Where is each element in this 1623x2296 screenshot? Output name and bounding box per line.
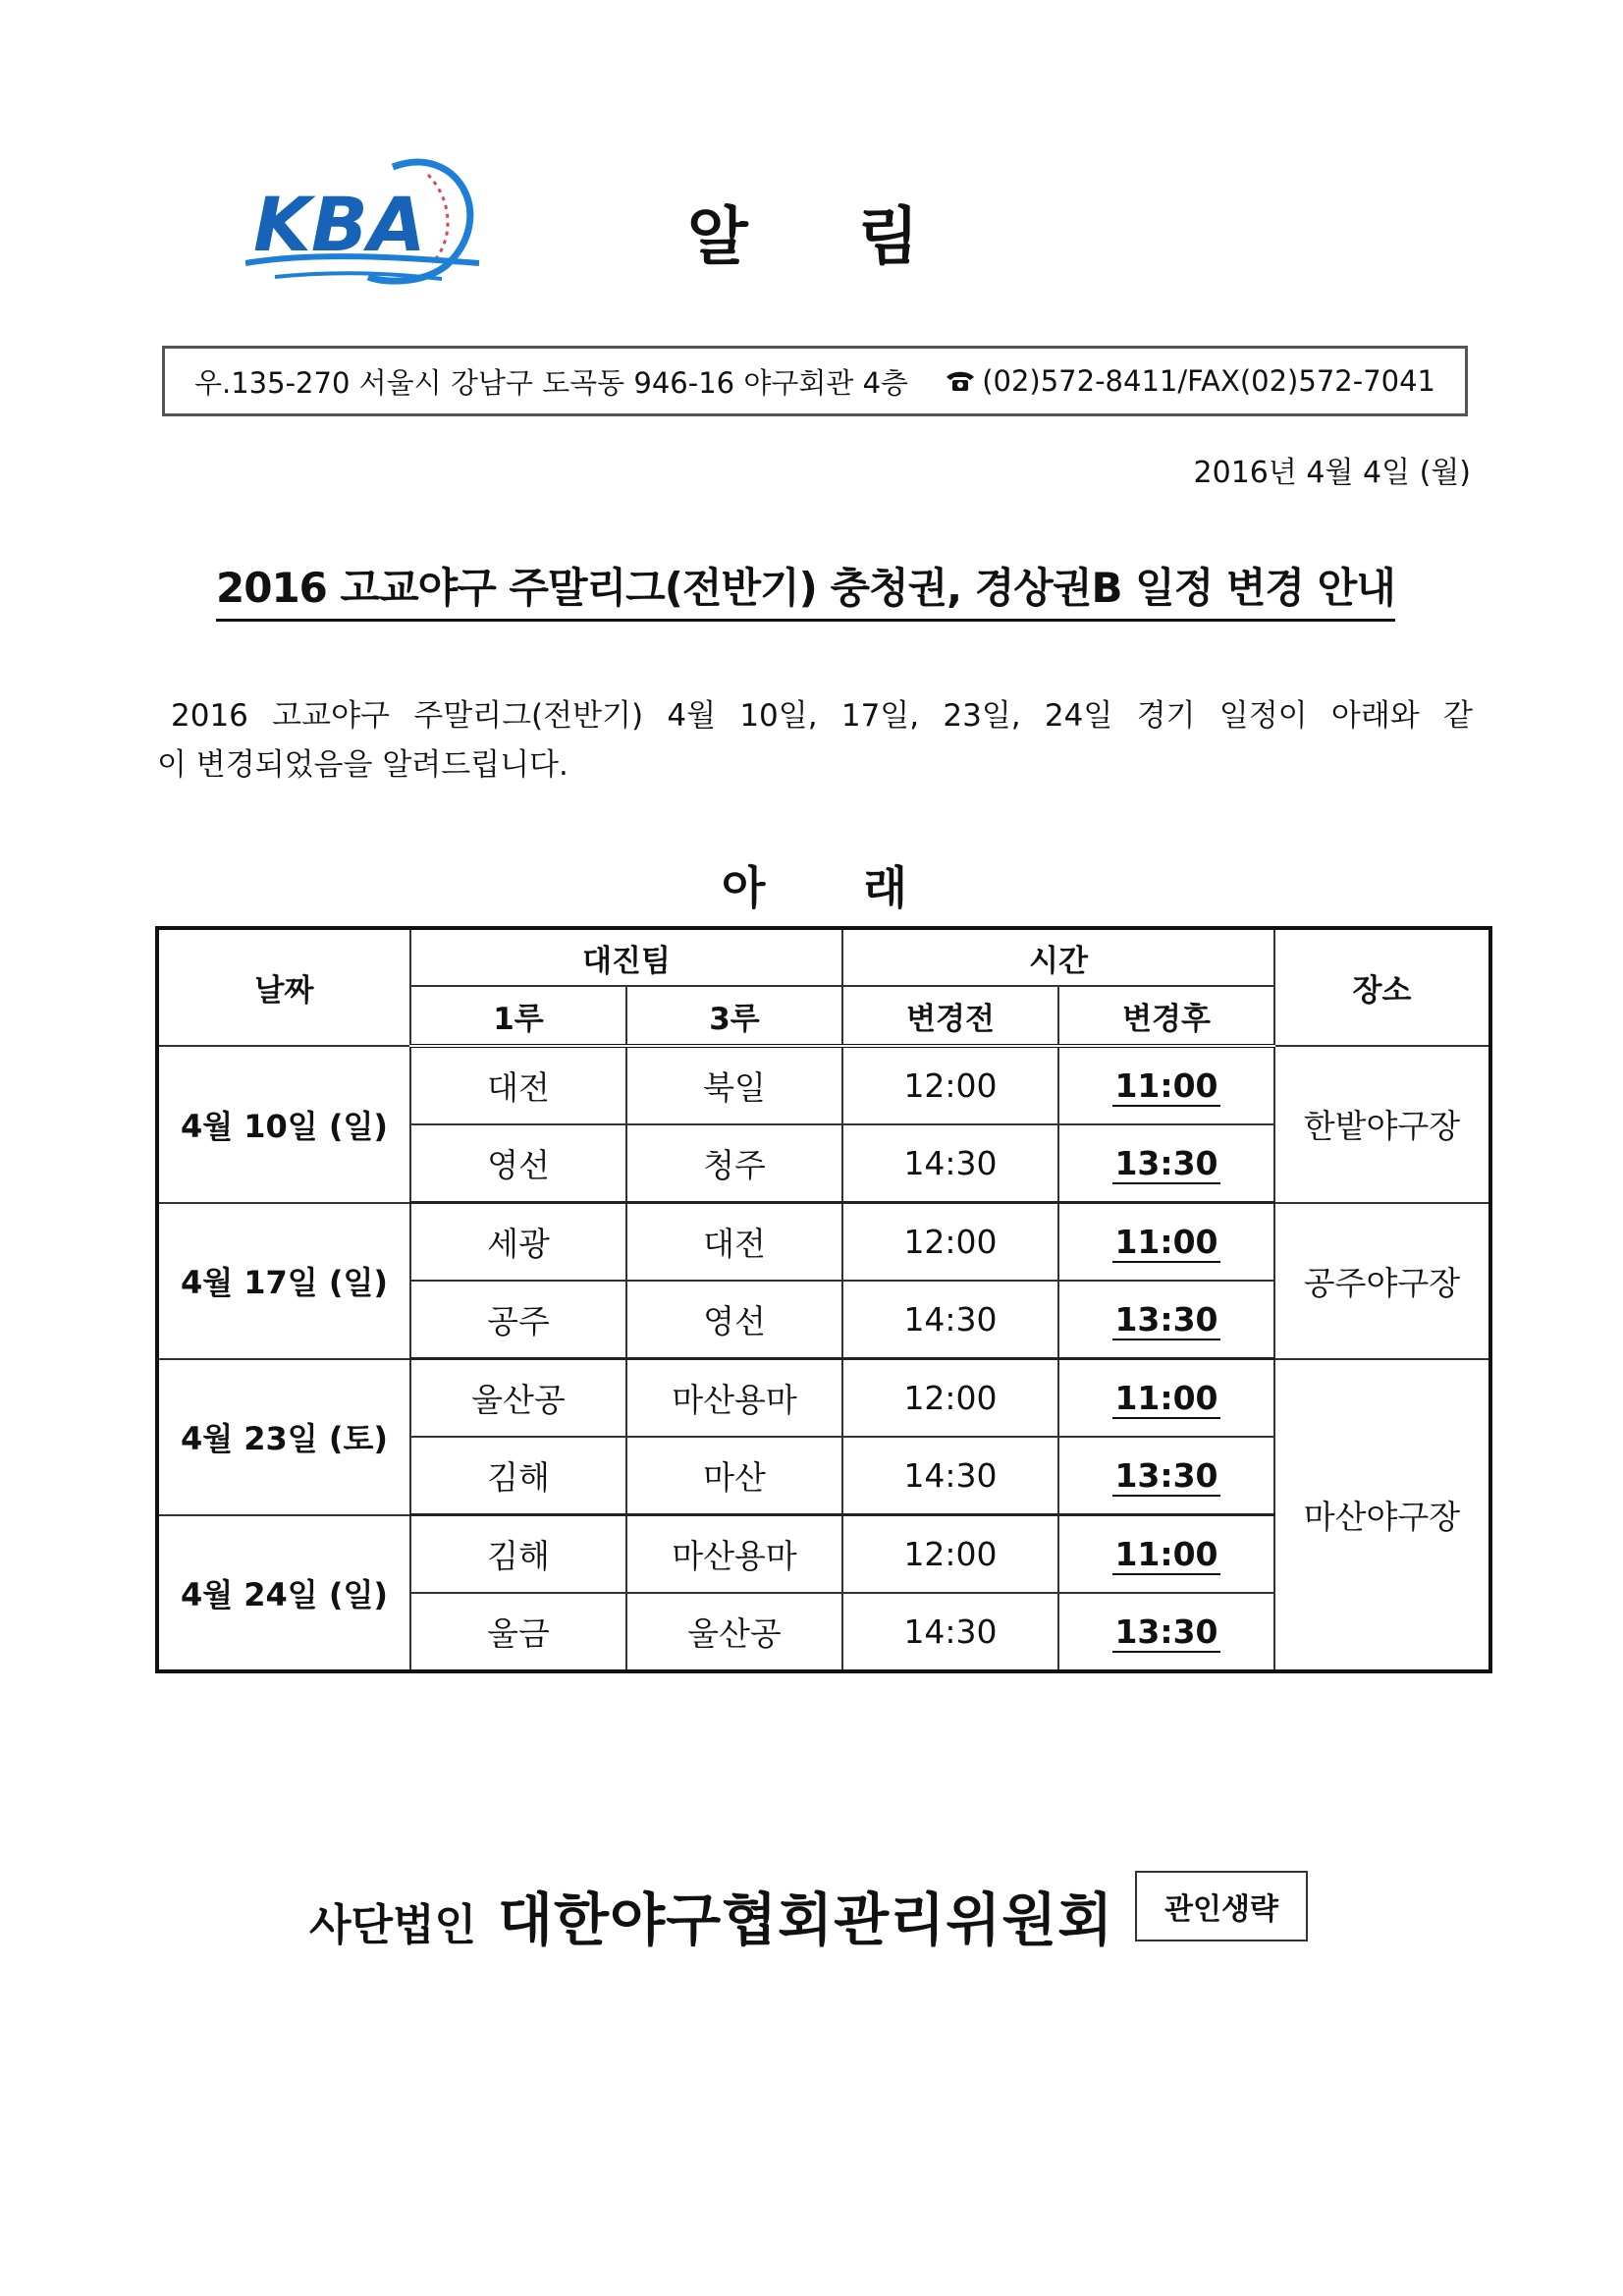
table-row (157, 1203, 1490, 1282)
header-time: 시간 (842, 928, 1274, 986)
contact-text: (02)572-8411/FAX(02)572-7041 (982, 364, 1435, 398)
third-base-team: 영선 (626, 1281, 842, 1359)
venue-cell: 마산야구장 (1274, 1359, 1490, 1672)
intro-paragraph (157, 691, 1473, 790)
seal-omitted-box: 관인생략 (1135, 1871, 1308, 1941)
time-before: 12:00 (842, 1203, 1058, 1282)
header-before: 변경전 (842, 986, 1058, 1046)
org-prefix: 사단법인 (309, 1900, 477, 1950)
third-base-team: 북일 (626, 1046, 842, 1124)
third-base-team: 마산용마 (626, 1359, 842, 1438)
document-heading: 2016 고교야구 주말리그(전반기) 충청권, 경상권B 일정 변경 안내 (216, 556, 1395, 622)
time-after: 11:00 (1058, 1515, 1274, 1594)
notice-title-char-1: 알 (687, 201, 750, 274)
time-after: 13:30 (1058, 1281, 1274, 1359)
first-base-team: 울산공 (410, 1359, 626, 1438)
first-base-team: 김해 (410, 1515, 626, 1594)
time-before: 14:30 (842, 1124, 1058, 1203)
time-before: 12:00 (842, 1515, 1058, 1594)
time-before: 12:00 (842, 1359, 1058, 1438)
intro-line-2: 이 변경되었음을 알려드립니다. (157, 747, 568, 783)
time-after: 11:00 (1058, 1203, 1274, 1282)
time-before: 12:00 (842, 1046, 1058, 1124)
first-base-team: 울금 (410, 1593, 626, 1671)
time-before: 14:30 (842, 1281, 1058, 1359)
venue-cell: 공주야구장 (1274, 1203, 1490, 1359)
time-before: 14:30 (842, 1437, 1058, 1515)
header-teams: 대진팀 (410, 928, 842, 986)
document-date: 2016년 4월 4일 (월) (1193, 456, 1471, 490)
notice-title (687, 187, 921, 277)
third-base-team: 마산용마 (626, 1515, 842, 1594)
time-after: 13:30 (1058, 1124, 1274, 1203)
table-row (157, 1046, 1490, 1124)
first-base-team: 김해 (410, 1437, 626, 1515)
date-cell: 4월 10일 (일) (157, 1046, 410, 1203)
schedule-table (155, 926, 1492, 1673)
header-after: 변경후 (1058, 986, 1274, 1046)
time-after: 11:00 (1058, 1359, 1274, 1438)
header-venue: 장소 (1274, 928, 1490, 1046)
address-bar (162, 346, 1468, 416)
third-base-team: 청주 (626, 1124, 842, 1203)
kba-logo (245, 147, 491, 295)
below-title-char-2: 래 (863, 861, 907, 914)
telephone-icon (945, 369, 976, 393)
time-before: 14:30 (842, 1593, 1058, 1671)
header-first-base: 1루 (410, 986, 626, 1046)
third-base-team: 울산공 (626, 1593, 842, 1671)
below-title (722, 852, 907, 917)
header-third-base: 3루 (626, 986, 842, 1046)
table-row (157, 1359, 1490, 1438)
first-base-team: 대전 (410, 1046, 626, 1124)
time-after: 11:00 (1058, 1046, 1274, 1124)
venue-cell: 한밭야구장 (1274, 1046, 1490, 1203)
time-after: 13:30 (1058, 1437, 1274, 1515)
first-base-team: 세광 (410, 1203, 626, 1282)
first-base-team: 공주 (410, 1281, 626, 1359)
header-date: 날짜 (157, 928, 410, 1046)
org-name: 대한야구협회관리위원회 (498, 1886, 1114, 1953)
address-text: 우.135-270 서울시 강남구 도곡동 946-16 야구회관 4층 (194, 365, 909, 400)
date-cell: 4월 23일 (토) (157, 1359, 410, 1515)
time-after: 13:30 (1058, 1593, 1274, 1671)
logo-text: KBA (253, 181, 426, 268)
notice-title-char-2: 림 (857, 201, 921, 274)
below-title-char-1: 아 (722, 861, 766, 914)
intro-line-1: 2016 고교야구 주말리그(전반기) 4월 10일, 17일, 23일, 24일 경기 일정이 아래와 같 (171, 698, 1473, 734)
third-base-team: 마산 (626, 1437, 842, 1515)
contact-info (945, 364, 1435, 398)
date-cell: 4월 17일 (일) (157, 1203, 410, 1359)
date-cell: 4월 24일 (일) (157, 1515, 410, 1672)
third-base-team: 대전 (626, 1203, 842, 1282)
footer-organization (309, 1874, 1113, 1956)
first-base-team: 영선 (410, 1124, 626, 1203)
